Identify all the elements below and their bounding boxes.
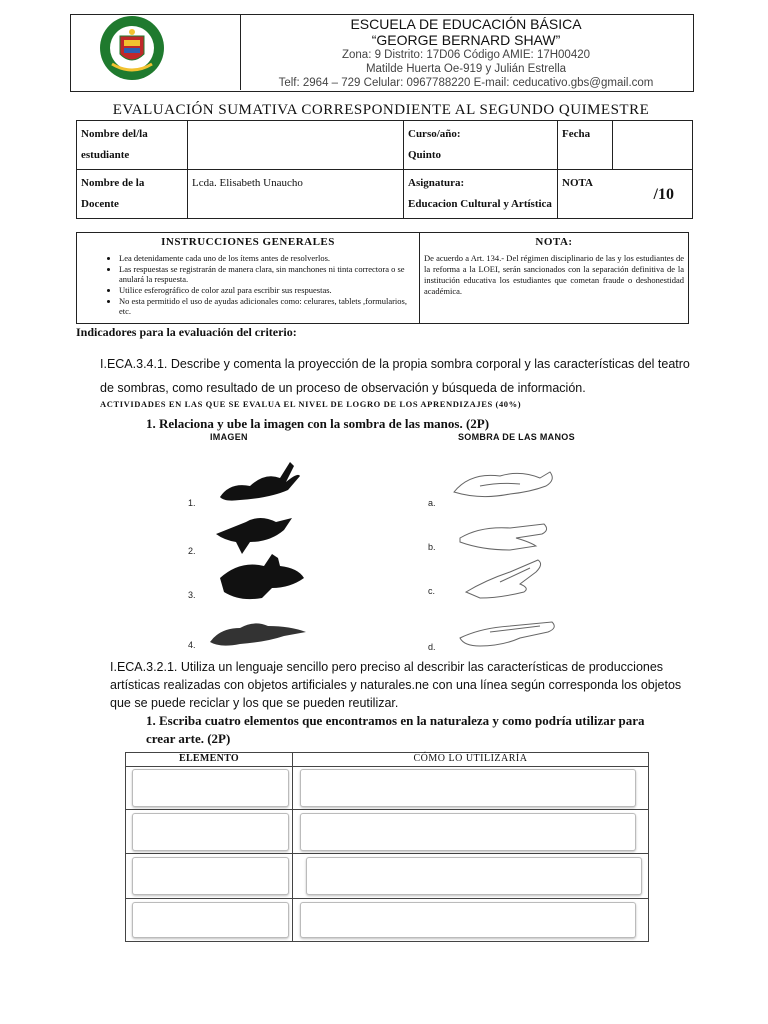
evaluation-title: EVALUACIÓN SUMATIVA CORRESPONDIENTE AL SEGUNDO QUIMESTRE	[112, 102, 650, 118]
list-item: • Utilice esferográfico de color azul para escribir sus respuestas.	[119, 285, 415, 295]
hand-outline-d	[460, 622, 554, 646]
list-item: • Lea detenidamente cada uno de los ítems antes de resolverlos.	[119, 253, 415, 263]
label-b: b.	[428, 542, 436, 552]
silhouette-images	[180, 442, 340, 650]
label-1: 1.	[188, 498, 196, 508]
student-label: Nombre del/la estudiante	[77, 121, 188, 170]
element-input-4[interactable]	[132, 902, 289, 938]
label-2: 2.	[188, 546, 196, 556]
label-a: a.	[428, 498, 436, 508]
usage-column-header: CÓMO LO UTILIZARÍA	[293, 753, 648, 767]
element-input-2[interactable]	[132, 813, 289, 851]
crocodile-silhouette	[210, 623, 306, 645]
subject-cell: Asignatura: Educacion Cultural y Artística	[404, 170, 558, 219]
instructions-list	[81, 253, 415, 316]
hand-panel-title: SOMBRA DE LAS MANOS	[458, 432, 575, 442]
grade-value[interactable]: /10	[653, 186, 674, 203]
element-usage-table	[125, 752, 649, 942]
question-1: 1. Relaciona y ube la imagen con la sombra de las manos. (2P)	[146, 416, 490, 431]
usage-input-3[interactable]	[306, 857, 642, 895]
date-field[interactable]	[613, 121, 693, 170]
note-heading: NOTA:	[535, 236, 573, 248]
snail-silhouette	[220, 462, 300, 501]
usage-input-4[interactable]	[300, 902, 636, 938]
label-4: 4.	[188, 640, 196, 650]
student-info-table	[76, 120, 693, 219]
image-panel-title: IMAGEN	[210, 432, 248, 442]
teacher-label: Nombre de la Docente	[77, 170, 188, 219]
hand-outline-a	[454, 472, 552, 497]
list-item: • Las respuestas se registrarán de manera clara, sin manchones ni tinta correctora o se anulará la respuesta.	[119, 264, 415, 284]
indicators-heading: Indicadores para la evaluación del criterio:	[76, 325, 297, 339]
hand-outline-c	[466, 560, 541, 598]
logo-cell	[70, 14, 241, 90]
hand-outline-b	[460, 524, 547, 550]
label-c: c.	[428, 586, 436, 596]
note-text: De acuerdo a Art. 134.- Del régimen disciplinario de las y los estudiantes de la reforma a la LOEI, serán sancionados con la separación definitiva de la institución educativa los estudiantes que cometan fraude o deshonestidad académica.	[424, 253, 684, 296]
school-zone: Zona: 9 Distrito: 17D06 Código AMIE: 17H00420	[341, 49, 591, 61]
hand-images	[420, 442, 600, 652]
row-divider	[126, 898, 648, 899]
grade-cell: NOTA /10	[558, 170, 693, 219]
student-name-field[interactable]	[188, 121, 404, 170]
criterion-2: I.ECA.3.2.1. Utiliza un lenguaje sencillo pero preciso al describir las características de producciones artísticas realizadas con objetos artificiales y naturales.ne con una línea según corresponda los objetos que se puede reciclar y los que se pueden reutilizar.	[110, 660, 682, 710]
school-logo	[70, 14, 240, 90]
element-column-header: ELEMENTO	[126, 753, 292, 767]
element-input-3[interactable]	[132, 857, 289, 895]
column-divider	[292, 753, 293, 941]
bird-silhouette	[216, 518, 292, 554]
school-info	[240, 14, 692, 90]
course-cell: Curso/año: Quinto	[404, 121, 558, 170]
list-item: • No esta permitido el uso de ayudas adicionales como: celurares, tablets ,formularios, etc.	[119, 296, 415, 316]
label-3: 3.	[188, 590, 196, 600]
element-input-1[interactable]	[132, 769, 289, 807]
school-address: Matilde Huerta Oe-919 y Julián Estrella	[365, 63, 567, 75]
instructions-heading: INSTRUCCIONES GENERALES	[161, 236, 335, 248]
school-name: ESCUELA DE EDUCACIÓN BÁSICA	[350, 16, 582, 32]
criterion-1: I.ECA.3.4.1. Describe y comenta la proyección de la propia sombra corporal y las características del teatro de sombras, como resultado de un proceso de observación y búsqueda de información.	[100, 357, 690, 395]
row-divider	[126, 809, 648, 810]
silhouette-panel	[180, 432, 340, 650]
label-d: d.	[428, 642, 436, 652]
usage-input-2[interactable]	[300, 813, 636, 851]
teacher-name: Lcda. Elisabeth Unaucho	[188, 170, 404, 219]
date-label: Fecha	[558, 121, 613, 170]
instructions-table	[76, 232, 689, 324]
school-contacts: Telf: 2964 – 729 Celular: 0967788220 E-mail: ceducativo.gbs@gmail.com	[278, 77, 654, 89]
hand-shadow-panel	[420, 432, 600, 652]
activities-heading: ACTIVIDADES EN LAS QUE SE EVALUA EL NIVEL DE LOGRO DE LOS APRENDIZAJES (40%)	[100, 399, 522, 409]
question-2: 1. Escriba cuatro elementos que encontramos en la naturaleza y como podría utilizar para crear arte. (2P)	[146, 713, 645, 746]
usage-input-1[interactable]	[300, 769, 636, 807]
dog-silhouette	[220, 554, 304, 599]
row-divider	[126, 853, 648, 854]
school-quote: “GEORGE BERNARD SHAW”	[371, 32, 561, 48]
